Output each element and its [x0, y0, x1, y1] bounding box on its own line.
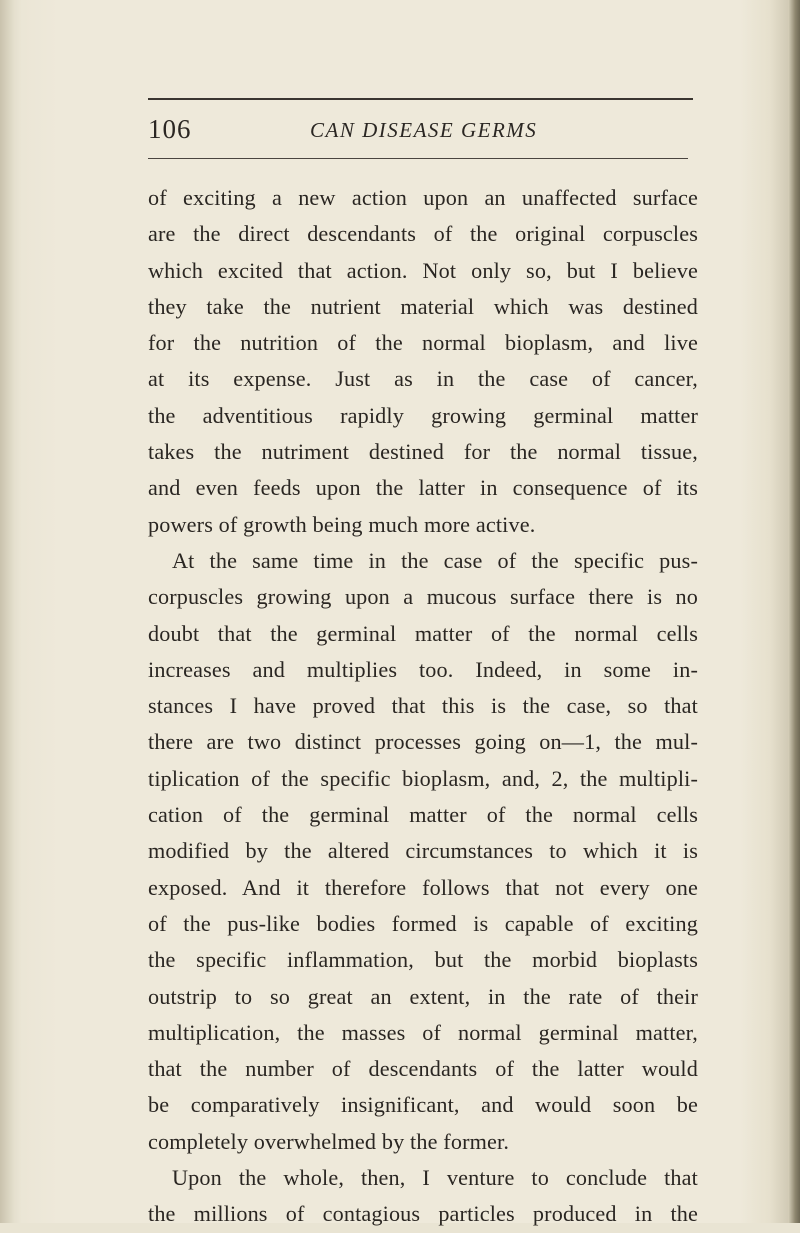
text-line: are the direct descendants of the original corpuscles [148, 221, 698, 247]
text-line: increases and multiplies too. Indeed, in some in- [148, 656, 698, 682]
page-gutter-shadow [0, 0, 14, 1223]
text-line: that the number of descendants of the latter would [148, 1056, 698, 1082]
running-head: CAN DISEASE GERMS [310, 118, 538, 142]
text-line: at its expense. Just as in the case of cancer, [148, 366, 698, 392]
page-header [148, 112, 708, 152]
top-rule [148, 98, 693, 100]
text-line: Upon the whole, then, I venture to conclude that [172, 1165, 698, 1191]
text-line: modified by the altered circumstances to which it is [148, 838, 698, 864]
text-line: tiplication of the specific bioplasm, and, 2, the multipli- [148, 765, 698, 791]
text-line: At the same time in the case of the specific pus- [172, 547, 698, 573]
text-line: the adventitious rapidly growing germinal matter [148, 402, 698, 428]
text-line: for the nutrition of the normal bioplasm, and live [148, 330, 698, 356]
text-line: stances I have proved that this is the case, so that [148, 693, 698, 719]
text-line: exposed. And it therefore follows that not every one [148, 874, 698, 900]
page-number: 106 [148, 114, 192, 144]
text-line: and even feeds upon the latter in consequence of its [148, 475, 698, 501]
body-text [148, 180, 698, 1233]
text-line: outstrip to so great an extent, in the rate of their [148, 983, 698, 1009]
text-line: the millions of contagious particles produced in the [148, 1201, 698, 1227]
text-line: multiplication, the masses of normal germinal matter, [148, 1019, 698, 1045]
text-line: of the pus-like bodies formed is capable of exciting [148, 910, 698, 936]
text-line: takes the nutriment destined for the normal tissue, [148, 439, 698, 465]
header-rule [148, 158, 688, 159]
text-line: cation of the germinal matter of the normal cells [148, 802, 698, 828]
text-line: be comparatively insignificant, and would soon be [148, 1092, 698, 1118]
text-line: there are two distinct processes going on—1, the mul- [148, 729, 698, 755]
page-edge-shadow [788, 0, 800, 1223]
text-line: corpuscles growing upon a mucous surface there is no [148, 584, 698, 610]
text-line: of exciting a new action upon an unaffected surface [148, 185, 698, 210]
text-line: powers of growth being much more active. [148, 511, 536, 537]
text-line: they take the nutrient material which was destined [148, 293, 698, 319]
text-line: completely overwhelmed by the former. [148, 1128, 510, 1154]
text-line: which excited that action. Not only so, but I believe [148, 257, 698, 283]
text-line: the specific inflammation, but the morbid bioplasts [148, 947, 698, 973]
text-line: doubt that the germinal matter of the normal cells [148, 620, 698, 646]
